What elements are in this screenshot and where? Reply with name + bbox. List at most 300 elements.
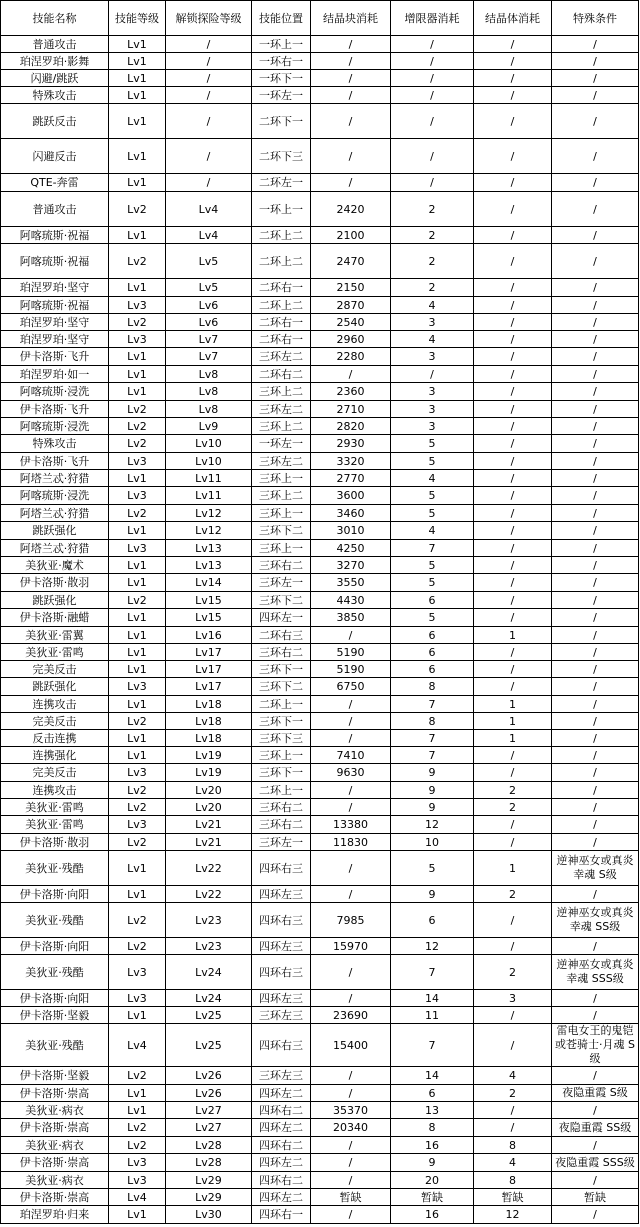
skill-position-cell: 一环上一 [252, 36, 311, 53]
crystal-cost-cell: / [474, 383, 552, 401]
crystal-cost-cell: 2 [474, 1085, 552, 1102]
limiter-cost-cell: 4 [391, 331, 474, 348]
limiter-cost-cell: 6 [391, 592, 474, 609]
crystal-block-cost-cell: 3320 [311, 453, 391, 470]
skill-level-cell: Lv3 [109, 678, 166, 696]
special-condition-cell: / [552, 644, 639, 661]
limiter-cost-cell: 6 [391, 1085, 474, 1102]
unlock-level-cell: Lv6 [166, 297, 252, 314]
unlock-level-cell: Lv25 [166, 1007, 252, 1024]
special-condition-cell: / [552, 592, 639, 609]
skill-position-cell: 二环右三 [252, 627, 311, 644]
header-row [1, 1, 639, 36]
skill-position-cell: 三环上一 [252, 505, 311, 522]
col-header-skill-name: 技能名称 [1, 1, 109, 36]
crystal-block-cost-cell: / [311, 627, 391, 644]
limiter-cost-cell: 9 [391, 1154, 474, 1172]
crystal-cost-cell: / [474, 540, 552, 557]
skill-position-cell: 三环下一 [252, 764, 311, 782]
limiter-cost-cell: 7 [391, 696, 474, 713]
skill-name-cell: 闪避反击 [1, 139, 109, 174]
special-condition-cell: / [552, 557, 639, 574]
col-header-crystal-block-cost: 结晶块消耗 [311, 1, 391, 36]
skill-position-cell: 三环上一 [252, 540, 311, 557]
skill-name-cell: 伊卡洛斯·融蜡 [1, 609, 109, 627]
crystal-cost-cell: 1 [474, 627, 552, 644]
limiter-cost-cell: 8 [391, 678, 474, 696]
unlock-level-cell: Lv4 [166, 227, 252, 244]
unlock-level-cell: Lv26 [166, 1085, 252, 1102]
limiter-cost-cell: 11 [391, 1007, 474, 1024]
unlock-level-cell: Lv8 [166, 383, 252, 401]
unlock-level-cell: Lv22 [166, 886, 252, 903]
table-row [1, 348, 639, 366]
limiter-cost-cell: 2 [391, 244, 474, 279]
table-row [1, 764, 639, 782]
unlock-level-cell: Lv11 [166, 487, 252, 505]
limiter-cost-cell: / [391, 70, 474, 87]
special-condition-cell: / [552, 1172, 639, 1189]
skill-position-cell: 三环上二 [252, 487, 311, 505]
limiter-cost-cell: 6 [391, 644, 474, 661]
skill-level-cell: Lv1 [109, 104, 166, 139]
crystal-cost-cell: 4 [474, 1067, 552, 1085]
skill-position-cell: 二环下一 [252, 104, 311, 139]
crystal-cost-cell: / [474, 938, 552, 955]
table-row [1, 522, 639, 540]
skill-position-cell: 三环左二 [252, 348, 311, 366]
table-row [1, 1172, 639, 1189]
crystal-cost-cell: / [474, 401, 552, 418]
crystal-block-cost-cell: 2100 [311, 227, 391, 244]
skill-name-cell: 珀涅罗珀·影舞 [1, 53, 109, 70]
skill-name-cell: 跳跃强化 [1, 522, 109, 540]
special-condition-cell: / [552, 886, 639, 903]
table-row [1, 139, 639, 174]
special-condition-cell: / [552, 540, 639, 557]
skill-level-cell: Lv1 [109, 644, 166, 661]
special-condition-cell: / [552, 366, 639, 383]
unlock-level-cell: Lv20 [166, 799, 252, 816]
col-header-unlock-level: 解锁探险等级 [166, 1, 252, 36]
limiter-cost-cell: 5 [391, 574, 474, 592]
col-header-crystal-cost: 结晶体消耗 [474, 1, 552, 36]
skill-name-cell: 阿喀琉斯·祝福 [1, 227, 109, 244]
skill-name-cell: 美狄亚·雷翼 [1, 627, 109, 644]
skill-level-cell: Lv2 [109, 192, 166, 227]
limiter-cost-cell: 13 [391, 1102, 474, 1119]
special-condition-cell: / [552, 782, 639, 799]
table-row [1, 227, 639, 244]
limiter-cost-cell: / [391, 36, 474, 53]
skill-level-cell: Lv1 [109, 36, 166, 53]
special-condition-cell: / [552, 401, 639, 418]
limiter-cost-cell: 9 [391, 799, 474, 816]
special-condition-cell: / [552, 938, 639, 955]
skill-position-cell: 二环右二 [252, 366, 311, 383]
special-condition-cell: / [552, 799, 639, 816]
crystal-cost-cell: 2 [474, 799, 552, 816]
special-condition-cell: / [552, 348, 639, 366]
skill-level-cell: Lv2 [109, 713, 166, 730]
special-condition-cell: / [552, 713, 639, 730]
unlock-level-cell: Lv24 [166, 955, 252, 990]
skill-name-cell: 连携强化 [1, 747, 109, 764]
limiter-cost-cell: 7 [391, 747, 474, 764]
skill-name-cell: 反击连携 [1, 730, 109, 747]
table-row [1, 1206, 639, 1224]
unlock-level-cell: Lv13 [166, 540, 252, 557]
unlock-level-cell: / [166, 53, 252, 70]
special-condition-cell: / [552, 139, 639, 174]
unlock-level-cell: Lv28 [166, 1137, 252, 1154]
unlock-level-cell: Lv25 [166, 1024, 252, 1067]
unlock-level-cell: Lv17 [166, 661, 252, 678]
limiter-cost-cell: 12 [391, 816, 474, 834]
crystal-cost-cell: 8 [474, 1172, 552, 1189]
skill-name-cell: 伊卡洛斯·飞升 [1, 453, 109, 470]
skill-name-cell: 美狄亚·魔术 [1, 557, 109, 574]
special-condition-cell: / [552, 192, 639, 227]
table-row [1, 297, 639, 314]
skill-position-cell: 三环下三 [252, 730, 311, 747]
skill-level-cell: Lv2 [109, 401, 166, 418]
unlock-level-cell: Lv10 [166, 453, 252, 470]
crystal-block-cost-cell: 2930 [311, 435, 391, 453]
skill-name-cell: 伊卡洛斯·向阳 [1, 990, 109, 1007]
crystal-block-cost-cell: / [311, 87, 391, 104]
skill-name-cell: 珀涅罗珀·坚守 [1, 279, 109, 297]
crystal-cost-cell: / [474, 1007, 552, 1024]
unlock-level-cell: Lv21 [166, 816, 252, 834]
skill-level-cell: Lv2 [109, 799, 166, 816]
limiter-cost-cell: 5 [391, 505, 474, 522]
crystal-block-cost-cell: 13380 [311, 816, 391, 834]
table-body [1, 36, 639, 1224]
col-header-skill-level: 技能等级 [109, 1, 166, 36]
table-row [1, 730, 639, 747]
crystal-cost-cell: / [474, 505, 552, 522]
crystal-block-cost-cell: 2820 [311, 418, 391, 435]
limiter-cost-cell: / [391, 174, 474, 192]
crystal-block-cost-cell: / [311, 730, 391, 747]
special-condition-cell: / [552, 661, 639, 678]
crystal-block-cost-cell: 3460 [311, 505, 391, 522]
table-row [1, 53, 639, 70]
skill-name-cell: 伊卡洛斯·坚毅 [1, 1067, 109, 1085]
limiter-cost-cell: / [391, 87, 474, 104]
skill-name-cell: 伊卡洛斯·向阳 [1, 938, 109, 955]
unlock-level-cell: Lv13 [166, 557, 252, 574]
skill-name-cell: 跳跃强化 [1, 678, 109, 696]
special-condition-cell: 逆神巫女或真炎幸魂 S级 [552, 851, 639, 886]
skill-name-cell: 美狄亚·残酷 [1, 1024, 109, 1067]
skill-level-cell: Lv1 [109, 1007, 166, 1024]
table-row [1, 1102, 639, 1119]
unlock-level-cell: Lv12 [166, 505, 252, 522]
special-condition-cell: 夜隐重霞 SS级 [552, 1119, 639, 1137]
skill-name-cell: 阿喀琉斯·祝福 [1, 297, 109, 314]
crystal-block-cost-cell: 2280 [311, 348, 391, 366]
crystal-block-cost-cell: 2470 [311, 244, 391, 279]
skill-level-cell: Lv1 [109, 747, 166, 764]
table-row [1, 557, 639, 574]
table-row [1, 627, 639, 644]
crystal-cost-cell: / [474, 903, 552, 938]
crystal-block-cost-cell: 暂缺 [311, 1189, 391, 1206]
skill-level-cell: Lv1 [109, 70, 166, 87]
crystal-block-cost-cell: 2150 [311, 279, 391, 297]
skill-level-cell: Lv2 [109, 418, 166, 435]
crystal-block-cost-cell: / [311, 851, 391, 886]
table-row [1, 1024, 639, 1067]
unlock-level-cell: / [166, 70, 252, 87]
limiter-cost-cell: 12 [391, 938, 474, 955]
crystal-block-cost-cell: 4430 [311, 592, 391, 609]
crystal-cost-cell: 1 [474, 713, 552, 730]
skill-level-cell: Lv1 [109, 366, 166, 383]
skill-level-cell: Lv1 [109, 627, 166, 644]
special-condition-cell: / [552, 1102, 639, 1119]
limiter-cost-cell: 9 [391, 782, 474, 799]
crystal-block-cost-cell: / [311, 696, 391, 713]
unlock-level-cell: / [166, 104, 252, 139]
special-condition-cell: 逆神巫女或真炎幸魂 SSS级 [552, 955, 639, 990]
unlock-level-cell: Lv26 [166, 1067, 252, 1085]
skill-position-cell: 四环右二 [252, 1102, 311, 1119]
skill-position-cell: 四环左三 [252, 990, 311, 1007]
crystal-cost-cell: / [474, 418, 552, 435]
skill-position-cell: 四环右一 [252, 1206, 311, 1224]
unlock-level-cell: Lv17 [166, 644, 252, 661]
skill-name-cell: 阿喀琉斯·浸洗 [1, 418, 109, 435]
skill-level-cell: Lv3 [109, 955, 166, 990]
crystal-block-cost-cell: 5190 [311, 661, 391, 678]
unlock-level-cell: Lv24 [166, 990, 252, 1007]
crystal-cost-cell: 4 [474, 1154, 552, 1172]
skill-name-cell: 普通攻击 [1, 36, 109, 53]
limiter-cost-cell: 3 [391, 401, 474, 418]
limiter-cost-cell: 4 [391, 470, 474, 487]
unlock-level-cell: Lv5 [166, 279, 252, 297]
unlock-level-cell: Lv16 [166, 627, 252, 644]
limiter-cost-cell: 5 [391, 487, 474, 505]
table-row [1, 816, 639, 834]
skill-name-cell: 伊卡洛斯·散羽 [1, 834, 109, 851]
skill-name-cell: 伊卡洛斯·向阳 [1, 886, 109, 903]
crystal-cost-cell: / [474, 70, 552, 87]
limiter-cost-cell: 6 [391, 627, 474, 644]
unlock-level-cell: Lv9 [166, 418, 252, 435]
unlock-level-cell: / [166, 36, 252, 53]
special-condition-cell: / [552, 522, 639, 540]
skill-position-cell: 四环左三 [252, 938, 311, 955]
crystal-cost-cell: 8 [474, 1137, 552, 1154]
skill-name-cell: 完美反击 [1, 713, 109, 730]
skill-name-cell: 连携攻击 [1, 782, 109, 799]
skill-level-cell: Lv3 [109, 816, 166, 834]
crystal-block-cost-cell: 5190 [311, 644, 391, 661]
skill-name-cell: 完美反击 [1, 764, 109, 782]
skill-position-cell: 四环右三 [252, 955, 311, 990]
crystal-block-cost-cell: / [311, 366, 391, 383]
unlock-level-cell: Lv22 [166, 851, 252, 886]
special-condition-cell: / [552, 331, 639, 348]
skill-level-cell: Lv1 [109, 886, 166, 903]
special-condition-cell: / [552, 730, 639, 747]
limiter-cost-cell: 9 [391, 764, 474, 782]
crystal-cost-cell: 1 [474, 851, 552, 886]
limiter-cost-cell: 4 [391, 297, 474, 314]
unlock-level-cell: Lv15 [166, 592, 252, 609]
table-row [1, 886, 639, 903]
special-condition-cell: / [552, 453, 639, 470]
unlock-level-cell: Lv29 [166, 1172, 252, 1189]
table-row [1, 244, 639, 279]
table-row [1, 1154, 639, 1172]
skill-level-cell: Lv1 [109, 174, 166, 192]
unlock-level-cell: / [166, 139, 252, 174]
crystal-cost-cell: / [474, 104, 552, 139]
table-row [1, 955, 639, 990]
unlock-level-cell: Lv23 [166, 938, 252, 955]
limiter-cost-cell: 7 [391, 540, 474, 557]
crystal-cost-cell: / [474, 53, 552, 70]
crystal-cost-cell: / [474, 297, 552, 314]
skill-position-cell: 三环左一 [252, 834, 311, 851]
skill-position-cell: 三环下二 [252, 592, 311, 609]
skill-name-cell: 珀涅罗珀·如一 [1, 366, 109, 383]
skill-level-cell: Lv1 [109, 383, 166, 401]
skill-level-cell: Lv2 [109, 435, 166, 453]
skill-level-cell: Lv1 [109, 1102, 166, 1119]
skill-level-cell: Lv3 [109, 1172, 166, 1189]
skill-position-cell: 一环左一 [252, 435, 311, 453]
table-row [1, 487, 639, 505]
special-condition-cell: / [552, 505, 639, 522]
table-row [1, 540, 639, 557]
special-condition-cell: / [552, 747, 639, 764]
skill-position-cell: 三环左三 [252, 1067, 311, 1085]
crystal-block-cost-cell: 2870 [311, 297, 391, 314]
crystal-block-cost-cell: 3550 [311, 574, 391, 592]
table-row [1, 401, 639, 418]
special-condition-cell: 夜隐重霞 SSS级 [552, 1154, 639, 1172]
skill-name-cell: 美狄亚·雷鸣 [1, 816, 109, 834]
skill-position-cell: 二环上一 [252, 782, 311, 799]
table-row [1, 70, 639, 87]
crystal-block-cost-cell: / [311, 174, 391, 192]
special-condition-cell: / [552, 696, 639, 713]
skill-position-cell: 一环上一 [252, 192, 311, 227]
skill-position-cell: 二环上二 [252, 244, 311, 279]
table-row [1, 799, 639, 816]
special-condition-cell: / [552, 36, 639, 53]
crystal-cost-cell: / [474, 522, 552, 540]
skill-level-cell: Lv2 [109, 1137, 166, 1154]
skill-name-cell: 伊卡洛斯·崇高 [1, 1085, 109, 1102]
skill-position-cell: 二环右一 [252, 331, 311, 348]
crystal-block-cost-cell: / [311, 104, 391, 139]
unlock-level-cell: Lv7 [166, 348, 252, 366]
skill-level-cell: Lv2 [109, 1119, 166, 1137]
crystal-cost-cell: / [474, 366, 552, 383]
limiter-cost-cell: 暂缺 [391, 1189, 474, 1206]
table-row [1, 366, 639, 383]
skill-position-cell: 三环上一 [252, 470, 311, 487]
skill-position-cell: 二环右一 [252, 279, 311, 297]
special-condition-cell: 逆神巫女或真炎幸魂 SS级 [552, 903, 639, 938]
special-condition-cell: / [552, 418, 639, 435]
crystal-block-cost-cell: 3600 [311, 487, 391, 505]
unlock-level-cell: Lv17 [166, 678, 252, 696]
unlock-level-cell: / [166, 87, 252, 104]
special-condition-cell: / [552, 279, 639, 297]
crystal-block-cost-cell: 4250 [311, 540, 391, 557]
table-row [1, 104, 639, 139]
table-row [1, 644, 639, 661]
crystal-block-cost-cell: / [311, 713, 391, 730]
skill-position-cell: 四环右三 [252, 851, 311, 886]
limiter-cost-cell: 16 [391, 1206, 474, 1224]
skill-level-cell: Lv3 [109, 487, 166, 505]
skill-level-cell: Lv1 [109, 279, 166, 297]
skill-name-cell: 伊卡洛斯·飞升 [1, 401, 109, 418]
crystal-block-cost-cell: / [311, 1085, 391, 1102]
crystal-cost-cell: / [474, 174, 552, 192]
crystal-cost-cell: / [474, 279, 552, 297]
skill-level-cell: Lv2 [109, 938, 166, 955]
skill-position-cell: 三环下一 [252, 713, 311, 730]
table-row [1, 696, 639, 713]
limiter-cost-cell: 3 [391, 314, 474, 331]
limiter-cost-cell: 7 [391, 730, 474, 747]
skill-level-cell: Lv3 [109, 990, 166, 1007]
crystal-block-cost-cell: / [311, 1067, 391, 1085]
limiter-cost-cell: / [391, 139, 474, 174]
crystal-block-cost-cell: / [311, 1154, 391, 1172]
skill-level-cell: Lv1 [109, 522, 166, 540]
special-condition-cell: / [552, 678, 639, 696]
crystal-cost-cell: / [474, 348, 552, 366]
crystal-cost-cell: / [474, 574, 552, 592]
skill-level-cell: Lv3 [109, 764, 166, 782]
crystal-block-cost-cell: 20340 [311, 1119, 391, 1137]
skill-name-cell: 伊卡洛斯·崇高 [1, 1119, 109, 1137]
table-row [1, 678, 639, 696]
unlock-level-cell: Lv4 [166, 192, 252, 227]
skill-position-cell: 一环左一 [252, 87, 311, 104]
unlock-level-cell: Lv8 [166, 366, 252, 383]
crystal-cost-cell: / [474, 764, 552, 782]
limiter-cost-cell: 3 [391, 383, 474, 401]
crystal-block-cost-cell: / [311, 53, 391, 70]
special-condition-cell: / [552, 227, 639, 244]
special-condition-cell: / [552, 627, 639, 644]
table-row [1, 331, 639, 348]
crystal-cost-cell: / [474, 331, 552, 348]
skill-name-cell: 阿塔兰忒·狩猎 [1, 505, 109, 522]
skill-level-cell: Lv1 [109, 609, 166, 627]
skill-name-cell: 阿喀琉斯·浸洗 [1, 487, 109, 505]
special-condition-cell: / [552, 1137, 639, 1154]
crystal-cost-cell: 1 [474, 696, 552, 713]
special-condition-cell: / [552, 297, 639, 314]
limiter-cost-cell: 8 [391, 713, 474, 730]
skill-position-cell: 四环右二 [252, 1172, 311, 1189]
crystal-block-cost-cell: 11830 [311, 834, 391, 851]
skill-name-cell: 完美反击 [1, 661, 109, 678]
